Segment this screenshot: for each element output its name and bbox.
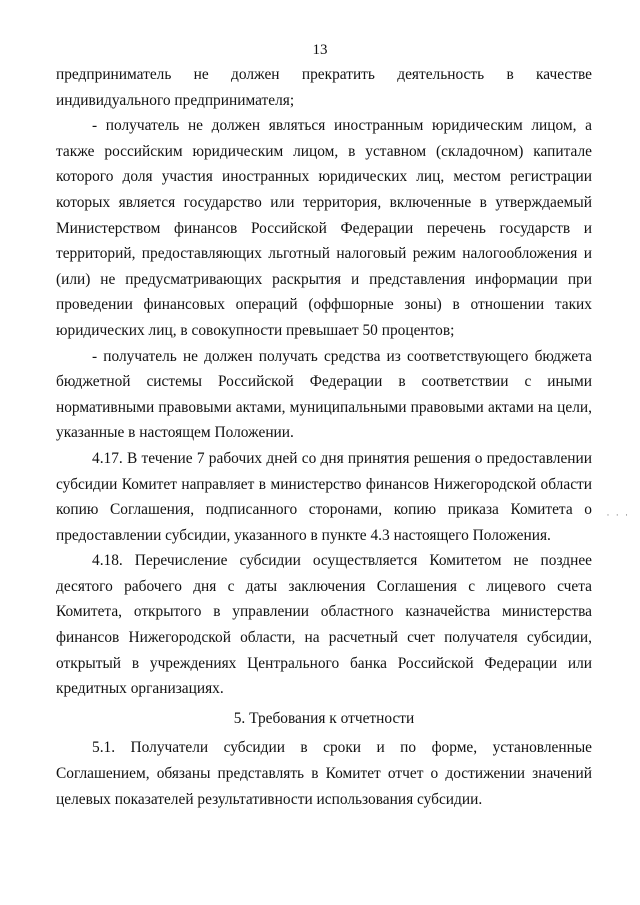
paragraph-continuation: предприниматель не должен прекратить деятельность в качестве индивидуального предпринимателя; [56,66,592,109]
paragraph-clause-4-17: 4.17. В течение 7 рабочих дней со дня принятия решения о предоставлении субсидии Комитет направляет в министерство финансов Нижегородской области копию Соглашения, подписанного сторонами, копию приказа Комитета о предоставлении субсидии, указанного в пункте 4.3 настоящего Положения. [56,449,592,544]
section-heading: 5. Требования к отчетности [233,709,415,727]
paragraph-foreign-entity-requirement: - получатель не должен являться иностранным юридическим лицом, а также российским юридическим лицом, в уставном (складочном) капитале которого доля участия иностранных юридических лиц, местом регистрации которых является государство или территория, включенные в утверждаемый Министерством финансов Российской Федерации перечень государств и территорий, предоставляющих льготный налоговый режим налогообложения и (или) не предусматривающих раскрытия и представления информации при проведении финансовых операций (оффшорные зоны) в отношении таких юридических лиц, в совокупности превышает 50 процентов; [56,117,592,339]
paragraph-budget-funds-requirement: - получатель не должен получать средства из соответствующего бюджета бюджетной системы Российской Федерации в соответствии с иными нормативными правовыми актами, муниципальными правовыми актами на цели, указанные в настоящем Положении. [56,347,592,442]
page-number: 13 [312,42,328,58]
paragraph-clause-5-1: 5.1. Получатели субсидии в сроки и по форме, установленные Соглашением, обязаны представлять в Комитет отчет о достижении значений целевых показателей результативности использования субсидии. [56,739,592,808]
paragraph-clause-4-18: 4.18. Перечисление субсидии осуществляется Комитетом не позднее десятого рабочего дня с даты заключения Соглашения с лицевого счета Комитета, открытого в управлении областного казначейства министерства финансов Нижегородской области, на расчетный счет получателя субсидии, открытый в учреждениях Центрального банка Российской Федерации или кредитных организациях. [56,552,592,698]
scan-artifact: · · · [606,510,630,520]
document-body [56,62,592,812]
